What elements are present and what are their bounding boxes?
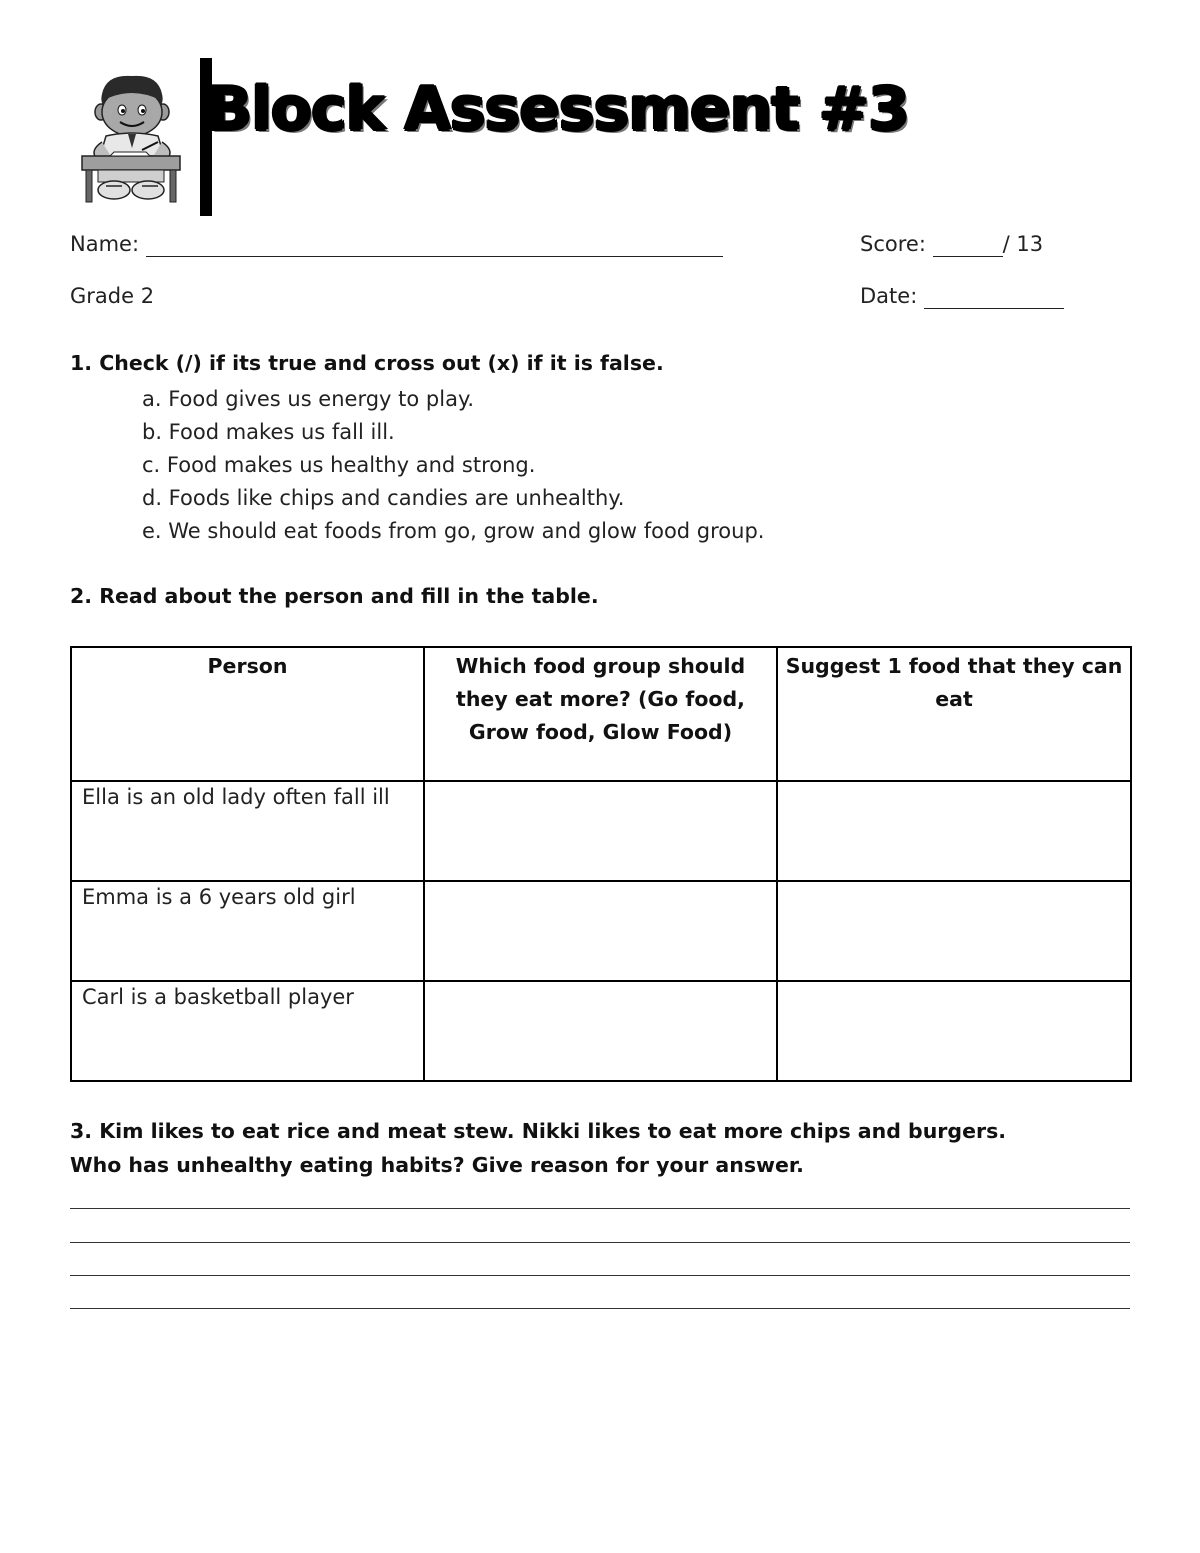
table-row — [71, 781, 1131, 881]
name-blank[interactable] — [146, 232, 723, 257]
score-label: Score: — [860, 232, 926, 256]
food-group-answer-cell[interactable] — [424, 881, 777, 981]
header-person: Person — [71, 647, 424, 781]
question-3-prompt-line-1: 3. Kim likes to eat rice and meat stew. Nikki likes to eat more chips and burgers. — [70, 1119, 1007, 1143]
name-field — [70, 232, 723, 257]
name-label: Name: — [70, 232, 140, 256]
answer-line[interactable] — [70, 1308, 1130, 1309]
statement-b: b. Food makes us fall ill. — [142, 420, 395, 444]
person-cell: Ella is an old lady often fall ill — [71, 781, 424, 881]
table-row — [71, 881, 1131, 981]
suggested-food-answer-cell[interactable] — [777, 781, 1131, 881]
student-at-desk-illustration — [72, 72, 190, 204]
statement-e: e. We should eat foods from go, grow and glow food group. — [142, 519, 765, 543]
page-title: Block Assessment #3 — [206, 74, 909, 144]
header-food-group: Which food group should they eat more? (Go food, Grow food, Glow Food) — [424, 647, 777, 781]
suggested-food-answer-cell[interactable] — [777, 981, 1131, 1081]
person-cell: Carl is a basketball player — [71, 981, 424, 1081]
header-suggest-food: Suggest 1 food that they can eat — [777, 647, 1131, 781]
date-label: Date: — [860, 284, 918, 308]
score-blank[interactable] — [933, 232, 1003, 257]
food-group-table — [70, 646, 1132, 1082]
statement-c: c. Food makes us healthy and strong. — [142, 453, 536, 477]
score-field — [860, 232, 1043, 257]
question-1-prompt: 1. Check (/) if its true and cross out (x) if it is false. — [70, 351, 664, 375]
person-cell: Emma is a 6 years old girl — [71, 881, 424, 981]
answer-line[interactable] — [70, 1208, 1130, 1209]
question-3-prompt-line-2: Who has unhealthy eating habits? Give reason for your answer. — [70, 1153, 804, 1177]
statement-a: a. Food gives us energy to play. — [142, 387, 475, 411]
table-header-row — [71, 647, 1131, 781]
answer-line[interactable] — [70, 1242, 1130, 1243]
table-row — [71, 981, 1131, 1081]
answer-line[interactable] — [70, 1275, 1130, 1276]
date-field — [860, 284, 1064, 309]
food-group-answer-cell[interactable] — [424, 981, 777, 1081]
question-2-prompt: 2. Read about the person and fill in the table. — [70, 584, 599, 608]
statement-d: d. Foods like chips and candies are unhealthy. — [142, 486, 625, 510]
score-total: / 13 — [1002, 232, 1044, 256]
food-group-answer-cell[interactable] — [424, 781, 777, 881]
date-blank[interactable] — [924, 284, 1064, 309]
question-1-statements — [142, 384, 764, 549]
grade-text: Grade 2 — [70, 284, 155, 308]
suggested-food-answer-cell[interactable] — [777, 881, 1131, 981]
